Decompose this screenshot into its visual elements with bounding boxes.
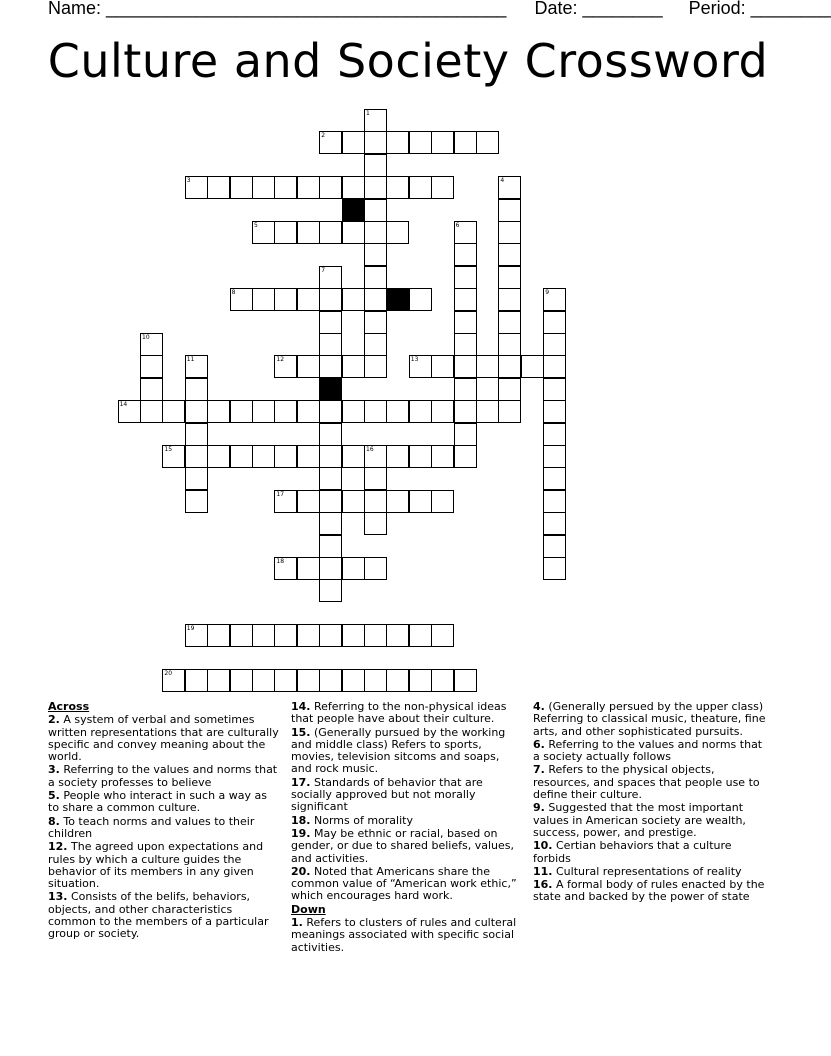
clue-text: Suggested that the most important values in American society are wealth, success, power, and prestige. <box>533 801 746 839</box>
grid-cell[interactable] <box>364 333 387 356</box>
grid-cell[interactable] <box>319 490 342 513</box>
clue-number-label: 17 <box>276 490 285 498</box>
clue-number-label: 6 <box>455 222 460 229</box>
grid-block-cell <box>342 199 365 222</box>
grid-cell[interactable] <box>342 221 365 244</box>
grid-cell[interactable] <box>274 445 297 468</box>
across-clue <box>291 701 523 726</box>
grid-cell[interactable] <box>476 131 499 154</box>
grid-cell[interactable] <box>185 400 208 423</box>
clue-number: 1. <box>291 916 303 930</box>
across-clue <box>48 891 280 940</box>
grid-cell[interactable] <box>454 669 477 692</box>
grid-cell[interactable] <box>185 669 208 692</box>
grid-cell[interactable] <box>319 535 342 558</box>
grid-cell[interactable] <box>185 423 208 446</box>
clue-number-label: 11 <box>186 356 195 364</box>
page-title: Culture and Society Crossword <box>47 34 769 88</box>
grid-cell[interactable] <box>342 669 365 692</box>
grid-cell[interactable] <box>543 378 566 401</box>
grid-cell[interactable] <box>364 400 387 423</box>
grid-cell[interactable] <box>207 624 230 647</box>
grid-cell[interactable] <box>118 400 141 423</box>
grid-cell[interactable] <box>454 378 477 401</box>
down-clue <box>533 879 771 904</box>
grid-cell[interactable] <box>454 400 477 423</box>
clue-number-label: 2 <box>321 132 326 140</box>
across-clue <box>291 815 523 827</box>
across-clue <box>291 727 523 776</box>
grid-cell[interactable] <box>431 445 454 468</box>
grid-cell[interactable] <box>409 131 432 154</box>
grid-cell[interactable] <box>498 176 521 199</box>
grid-cell[interactable] <box>297 355 320 378</box>
grid-cell[interactable] <box>252 445 275 468</box>
clue-column-3 <box>533 701 771 905</box>
grid-cell[interactable] <box>230 288 253 311</box>
grid-cell[interactable] <box>319 400 342 423</box>
grid-cell[interactable] <box>319 131 342 154</box>
grid-cell[interactable] <box>454 333 477 356</box>
grid-cell[interactable] <box>364 624 387 647</box>
grid-cell[interactable] <box>230 624 253 647</box>
grid-cell[interactable] <box>386 131 409 154</box>
clue-text: Standards of behavior that are socially approved but not morally significant <box>291 775 483 814</box>
grid-cell[interactable] <box>409 400 432 423</box>
grid-cell[interactable] <box>543 535 566 558</box>
grid-cell[interactable] <box>342 355 365 378</box>
grid-cell[interactable] <box>409 176 432 199</box>
grid-cell[interactable] <box>297 400 320 423</box>
clue-number-label: 9 <box>545 289 550 297</box>
grid-cell[interactable] <box>297 221 320 244</box>
grid-cell[interactable] <box>543 557 566 580</box>
grid-cell[interactable] <box>140 333 163 356</box>
grid-cell[interactable] <box>543 333 566 356</box>
grid-cell[interactable] <box>185 378 208 401</box>
grid-cell[interactable] <box>319 557 342 580</box>
grid-cell[interactable] <box>185 445 208 468</box>
grid-block-cell <box>386 288 409 311</box>
clue-text: Referring to the values and norms that a society professes to believe <box>48 763 278 789</box>
clue-number-label: 10 <box>142 334 150 341</box>
clue-number-label: 16 <box>366 446 374 453</box>
across-clue <box>48 841 280 890</box>
clue-number: 2. <box>48 713 60 727</box>
clue-number-label: 1 <box>366 110 370 117</box>
clue-text: Consists of the belifs, behaviors, objects, and other characteristics common to the members of a particular group or society. <box>48 890 269 941</box>
grid-cell[interactable] <box>319 355 342 378</box>
grid-cell[interactable] <box>364 311 387 334</box>
grid-cell[interactable] <box>498 333 521 356</box>
grid-cell[interactable] <box>274 288 297 311</box>
grid-cell[interactable] <box>364 243 387 266</box>
grid-cell[interactable] <box>342 400 365 423</box>
grid-cell[interactable] <box>252 669 275 692</box>
clue-column-1 <box>48 701 280 942</box>
grid-cell[interactable] <box>342 557 365 580</box>
clue-text: Norms of morality <box>310 813 413 827</box>
grid-cell[interactable] <box>364 109 387 132</box>
grid-cell[interactable] <box>431 669 454 692</box>
grid-cell[interactable] <box>364 445 387 468</box>
grid-cell[interactable] <box>364 199 387 222</box>
clue-number-label: 4 <box>500 177 505 185</box>
grid-cell[interactable] <box>521 355 544 378</box>
clue-number-label: 15 <box>164 446 173 453</box>
grid-cell[interactable] <box>342 288 365 311</box>
grid-cell[interactable] <box>297 288 320 311</box>
down-clue <box>533 764 771 801</box>
clue-number-label: 20 <box>164 670 173 677</box>
across-clue <box>291 777 523 814</box>
clue-text: (Generally pursued by the working and middle class) Refers to sports, movies, television sitcoms and soaps, and rock music. <box>291 725 506 776</box>
grid-cell[interactable] <box>498 400 521 423</box>
clue-number: 7. <box>533 763 545 777</box>
clue-number-label: 19 <box>186 625 195 633</box>
grid-cell[interactable] <box>543 512 566 535</box>
across-heading: Across <box>48 700 90 713</box>
grid-cell[interactable] <box>230 445 253 468</box>
grid-cell[interactable] <box>319 423 342 446</box>
grid-cell[interactable] <box>185 355 208 378</box>
grid-cell[interactable] <box>454 221 477 244</box>
grid-cell[interactable] <box>454 423 477 446</box>
grid-cell[interactable] <box>185 490 208 513</box>
down-heading: Down <box>291 902 326 916</box>
grid-cell[interactable] <box>498 288 521 311</box>
grid-cell[interactable] <box>386 445 409 468</box>
grid-cell[interactable] <box>274 490 297 513</box>
grid-cell[interactable] <box>297 669 320 692</box>
clue-text: The agreed upon expectations and rules by which a culture guides the behavior of its members in any given situation. <box>48 840 264 891</box>
grid-cell[interactable] <box>543 445 566 468</box>
clue-column-2 <box>291 701 523 955</box>
grid-cell[interactable] <box>297 624 320 647</box>
grid-cell[interactable] <box>543 311 566 334</box>
grid-cell[interactable] <box>297 445 320 468</box>
grid-cell[interactable] <box>319 311 342 334</box>
grid-cell[interactable] <box>409 490 432 513</box>
down-clue <box>533 701 771 738</box>
down-clue <box>533 739 771 764</box>
grid-cell[interactable] <box>319 624 342 647</box>
grid-cell[interactable] <box>498 221 521 244</box>
clue-text: Refers to the physical objects, resources, and spaces that people use to define their culture. <box>533 763 760 802</box>
clue-number: 11. <box>533 864 553 878</box>
clue-number-label: 8 <box>231 289 236 297</box>
grid-cell[interactable] <box>207 176 230 199</box>
grid-cell[interactable] <box>274 624 297 647</box>
down-clue <box>533 802 771 839</box>
clue-number: 9. <box>533 801 545 815</box>
grid-cell[interactable] <box>207 445 230 468</box>
grid-cell[interactable] <box>454 131 477 154</box>
grid-cell[interactable] <box>454 355 477 378</box>
grid-cell[interactable] <box>476 355 499 378</box>
grid-cell[interactable] <box>274 557 297 580</box>
grid-cell[interactable] <box>386 490 409 513</box>
grid-cell[interactable] <box>454 311 477 334</box>
grid-cell[interactable] <box>185 624 208 647</box>
grid-cell[interactable] <box>543 355 566 378</box>
down-clue <box>533 866 771 878</box>
grid-cell[interactable] <box>252 221 275 244</box>
grid-cell[interactable] <box>230 669 253 692</box>
grid-cell[interactable] <box>162 400 185 423</box>
grid-cell[interactable] <box>274 176 297 199</box>
grid-cell[interactable] <box>162 445 185 468</box>
grid-cell[interactable] <box>274 669 297 692</box>
grid-cell[interactable] <box>364 131 387 154</box>
clue-number: 6. <box>533 737 545 751</box>
grid-cell[interactable] <box>386 221 409 244</box>
grid-cell[interactable] <box>386 624 409 647</box>
clue-number-label: 18 <box>276 558 285 565</box>
grid-cell[interactable] <box>409 624 432 647</box>
grid-cell[interactable] <box>498 311 521 334</box>
grid-cell[interactable] <box>364 669 387 692</box>
grid-cell[interactable] <box>364 557 387 580</box>
grid-cell[interactable] <box>319 579 342 602</box>
clue-number-label: 14 <box>119 401 128 409</box>
grid-cell[interactable] <box>498 243 521 266</box>
grid-block-cell <box>319 378 342 401</box>
grid-cell[interactable] <box>364 288 387 311</box>
grid-cell[interactable] <box>140 378 163 401</box>
grid-cell[interactable] <box>543 423 566 446</box>
grid-cell[interactable] <box>185 467 208 490</box>
across-clue <box>48 790 280 815</box>
grid-cell[interactable] <box>364 154 387 177</box>
grid-cell[interactable] <box>364 266 387 289</box>
clue-number: 18. <box>291 813 311 827</box>
grid-cell[interactable] <box>364 467 387 490</box>
grid-cell[interactable] <box>207 669 230 692</box>
clue-number-label: 5 <box>254 222 258 229</box>
grid-cell[interactable] <box>319 445 342 468</box>
grid-cell[interactable] <box>498 355 521 378</box>
clue-number: 14. <box>291 700 311 713</box>
grid-cell[interactable] <box>386 669 409 692</box>
grid-cell[interactable] <box>274 400 297 423</box>
grid-cell[interactable] <box>319 266 342 289</box>
down-clue <box>291 917 523 954</box>
name-field-label: Name: ________________________________________ <box>48 0 507 18</box>
clue-number: 5. <box>48 789 60 803</box>
grid-cell[interactable] <box>297 176 320 199</box>
clue-text: Refers to clusters of rules and culteral meanings associated with specific social activities. <box>291 916 517 954</box>
clue-text: (Generally persued by the upper class) Referring to classical music, theature, fine arts, and other sophisticated pursuits. <box>533 700 766 738</box>
clue-text: Certian behaviors that a culture forbids <box>533 839 732 865</box>
grid-cell[interactable] <box>431 131 454 154</box>
grid-cell[interactable] <box>207 400 230 423</box>
date-field-label: Date: ________ <box>534 0 663 18</box>
clue-number: 12. <box>48 840 68 854</box>
grid-cell[interactable] <box>431 400 454 423</box>
clue-number: 13. <box>48 890 68 904</box>
clue-text: To teach norms and values to their children <box>48 814 255 840</box>
grid-cell[interactable] <box>342 490 365 513</box>
grid-cell[interactable] <box>319 288 342 311</box>
grid-cell[interactable] <box>342 445 365 468</box>
grid-cell[interactable] <box>319 512 342 535</box>
clue-number: 10. <box>533 839 553 853</box>
grid-cell[interactable] <box>454 445 477 468</box>
across-clue <box>291 828 523 865</box>
clue-number: 4. <box>533 700 545 713</box>
grid-cell[interactable] <box>140 355 163 378</box>
grid-cell[interactable] <box>476 400 499 423</box>
across-clue <box>48 764 280 789</box>
clue-text: Referring to the values and norms that a society actually follows <box>533 737 763 764</box>
grid-cell[interactable] <box>386 400 409 423</box>
across-clue <box>48 816 280 841</box>
clue-number: 20. <box>291 864 311 878</box>
grid-cell[interactable] <box>431 624 454 647</box>
grid-cell[interactable] <box>409 445 432 468</box>
clue-number: 8. <box>48 814 60 828</box>
grid-cell[interactable] <box>409 288 432 311</box>
grid-cell[interactable] <box>319 669 342 692</box>
grid-cell[interactable] <box>230 176 253 199</box>
grid-cell[interactable] <box>319 467 342 490</box>
clue-number-label: 12 <box>276 356 285 364</box>
grid-cell[interactable] <box>364 512 387 535</box>
grid-cell[interactable] <box>252 288 275 311</box>
down-clue <box>533 840 771 865</box>
clue-number-label: 7 <box>321 266 326 274</box>
grid-cell[interactable] <box>162 669 185 692</box>
grid-cell[interactable] <box>543 400 566 423</box>
grid-cell[interactable] <box>319 176 342 199</box>
grid-cell[interactable] <box>409 355 432 378</box>
grid-cell[interactable] <box>342 176 365 199</box>
grid-cell[interactable] <box>342 131 365 154</box>
grid-cell[interactable] <box>364 176 387 199</box>
grid-cell[interactable] <box>140 400 163 423</box>
clue-number: 15. <box>291 725 311 739</box>
grid-cell[interactable] <box>543 467 566 490</box>
clue-text: A formal body of rules enacted by the state and backed by the power of state <box>533 878 765 904</box>
grid-cell[interactable] <box>252 176 275 199</box>
grid-cell[interactable] <box>252 400 275 423</box>
clue-text: A system of verbal and sometimes written representations that are culturally specific and convey meaning about the world. <box>48 713 279 764</box>
clue-text: People who interact in such a way as to share a common culture. <box>48 789 268 815</box>
grid-cell[interactable] <box>454 266 477 289</box>
grid-cell[interactable] <box>319 221 342 244</box>
clue-text: Noted that Americans share the common value of “American work ethic,” which encourages hard work. <box>291 864 517 903</box>
grid-cell[interactable] <box>454 288 477 311</box>
grid-cell[interactable] <box>498 266 521 289</box>
grid-cell[interactable] <box>252 624 275 647</box>
grid-cell[interactable] <box>431 176 454 199</box>
grid-cell[interactable] <box>409 669 432 692</box>
grid-cell[interactable] <box>274 355 297 378</box>
grid-cell[interactable] <box>274 221 297 244</box>
grid-cell[interactable] <box>543 490 566 513</box>
clue-number: 19. <box>291 826 311 840</box>
grid-cell[interactable] <box>364 490 387 513</box>
clue-number: 3. <box>48 763 60 777</box>
grid-cell[interactable] <box>230 400 253 423</box>
clue-text: May be ethnic or racial, based on gender, or due to shared beliefs, values, and activities. <box>291 826 514 865</box>
across-clue <box>291 866 523 903</box>
clue-number: 17. <box>291 775 311 789</box>
clue-number: 16. <box>533 878 553 892</box>
grid-cell[interactable] <box>364 221 387 244</box>
clue-number-label: 13 <box>410 356 419 364</box>
grid-cell[interactable] <box>454 243 477 266</box>
clue-number-label: 3 <box>186 177 191 185</box>
grid-cell[interactable] <box>431 355 454 378</box>
grid-cell[interactable] <box>297 557 320 580</box>
grid-cell[interactable] <box>543 288 566 311</box>
grid-cell[interactable] <box>431 490 454 513</box>
grid-cell[interactable] <box>364 355 387 378</box>
grid-cell[interactable] <box>342 624 365 647</box>
grid-cell[interactable] <box>319 333 342 356</box>
grid-cell[interactable] <box>498 378 521 401</box>
clue-text: Cultural representations of reality <box>552 864 742 878</box>
clue-text: Referring to the non-physical ideas that people have about their culture. <box>291 700 507 726</box>
grid-cell[interactable] <box>185 176 208 199</box>
grid-cell[interactable] <box>498 199 521 222</box>
grid-cell[interactable] <box>386 176 409 199</box>
grid-cell[interactable] <box>297 490 320 513</box>
period-field-label: Period: ________ <box>688 0 831 18</box>
across-clue <box>48 714 280 763</box>
